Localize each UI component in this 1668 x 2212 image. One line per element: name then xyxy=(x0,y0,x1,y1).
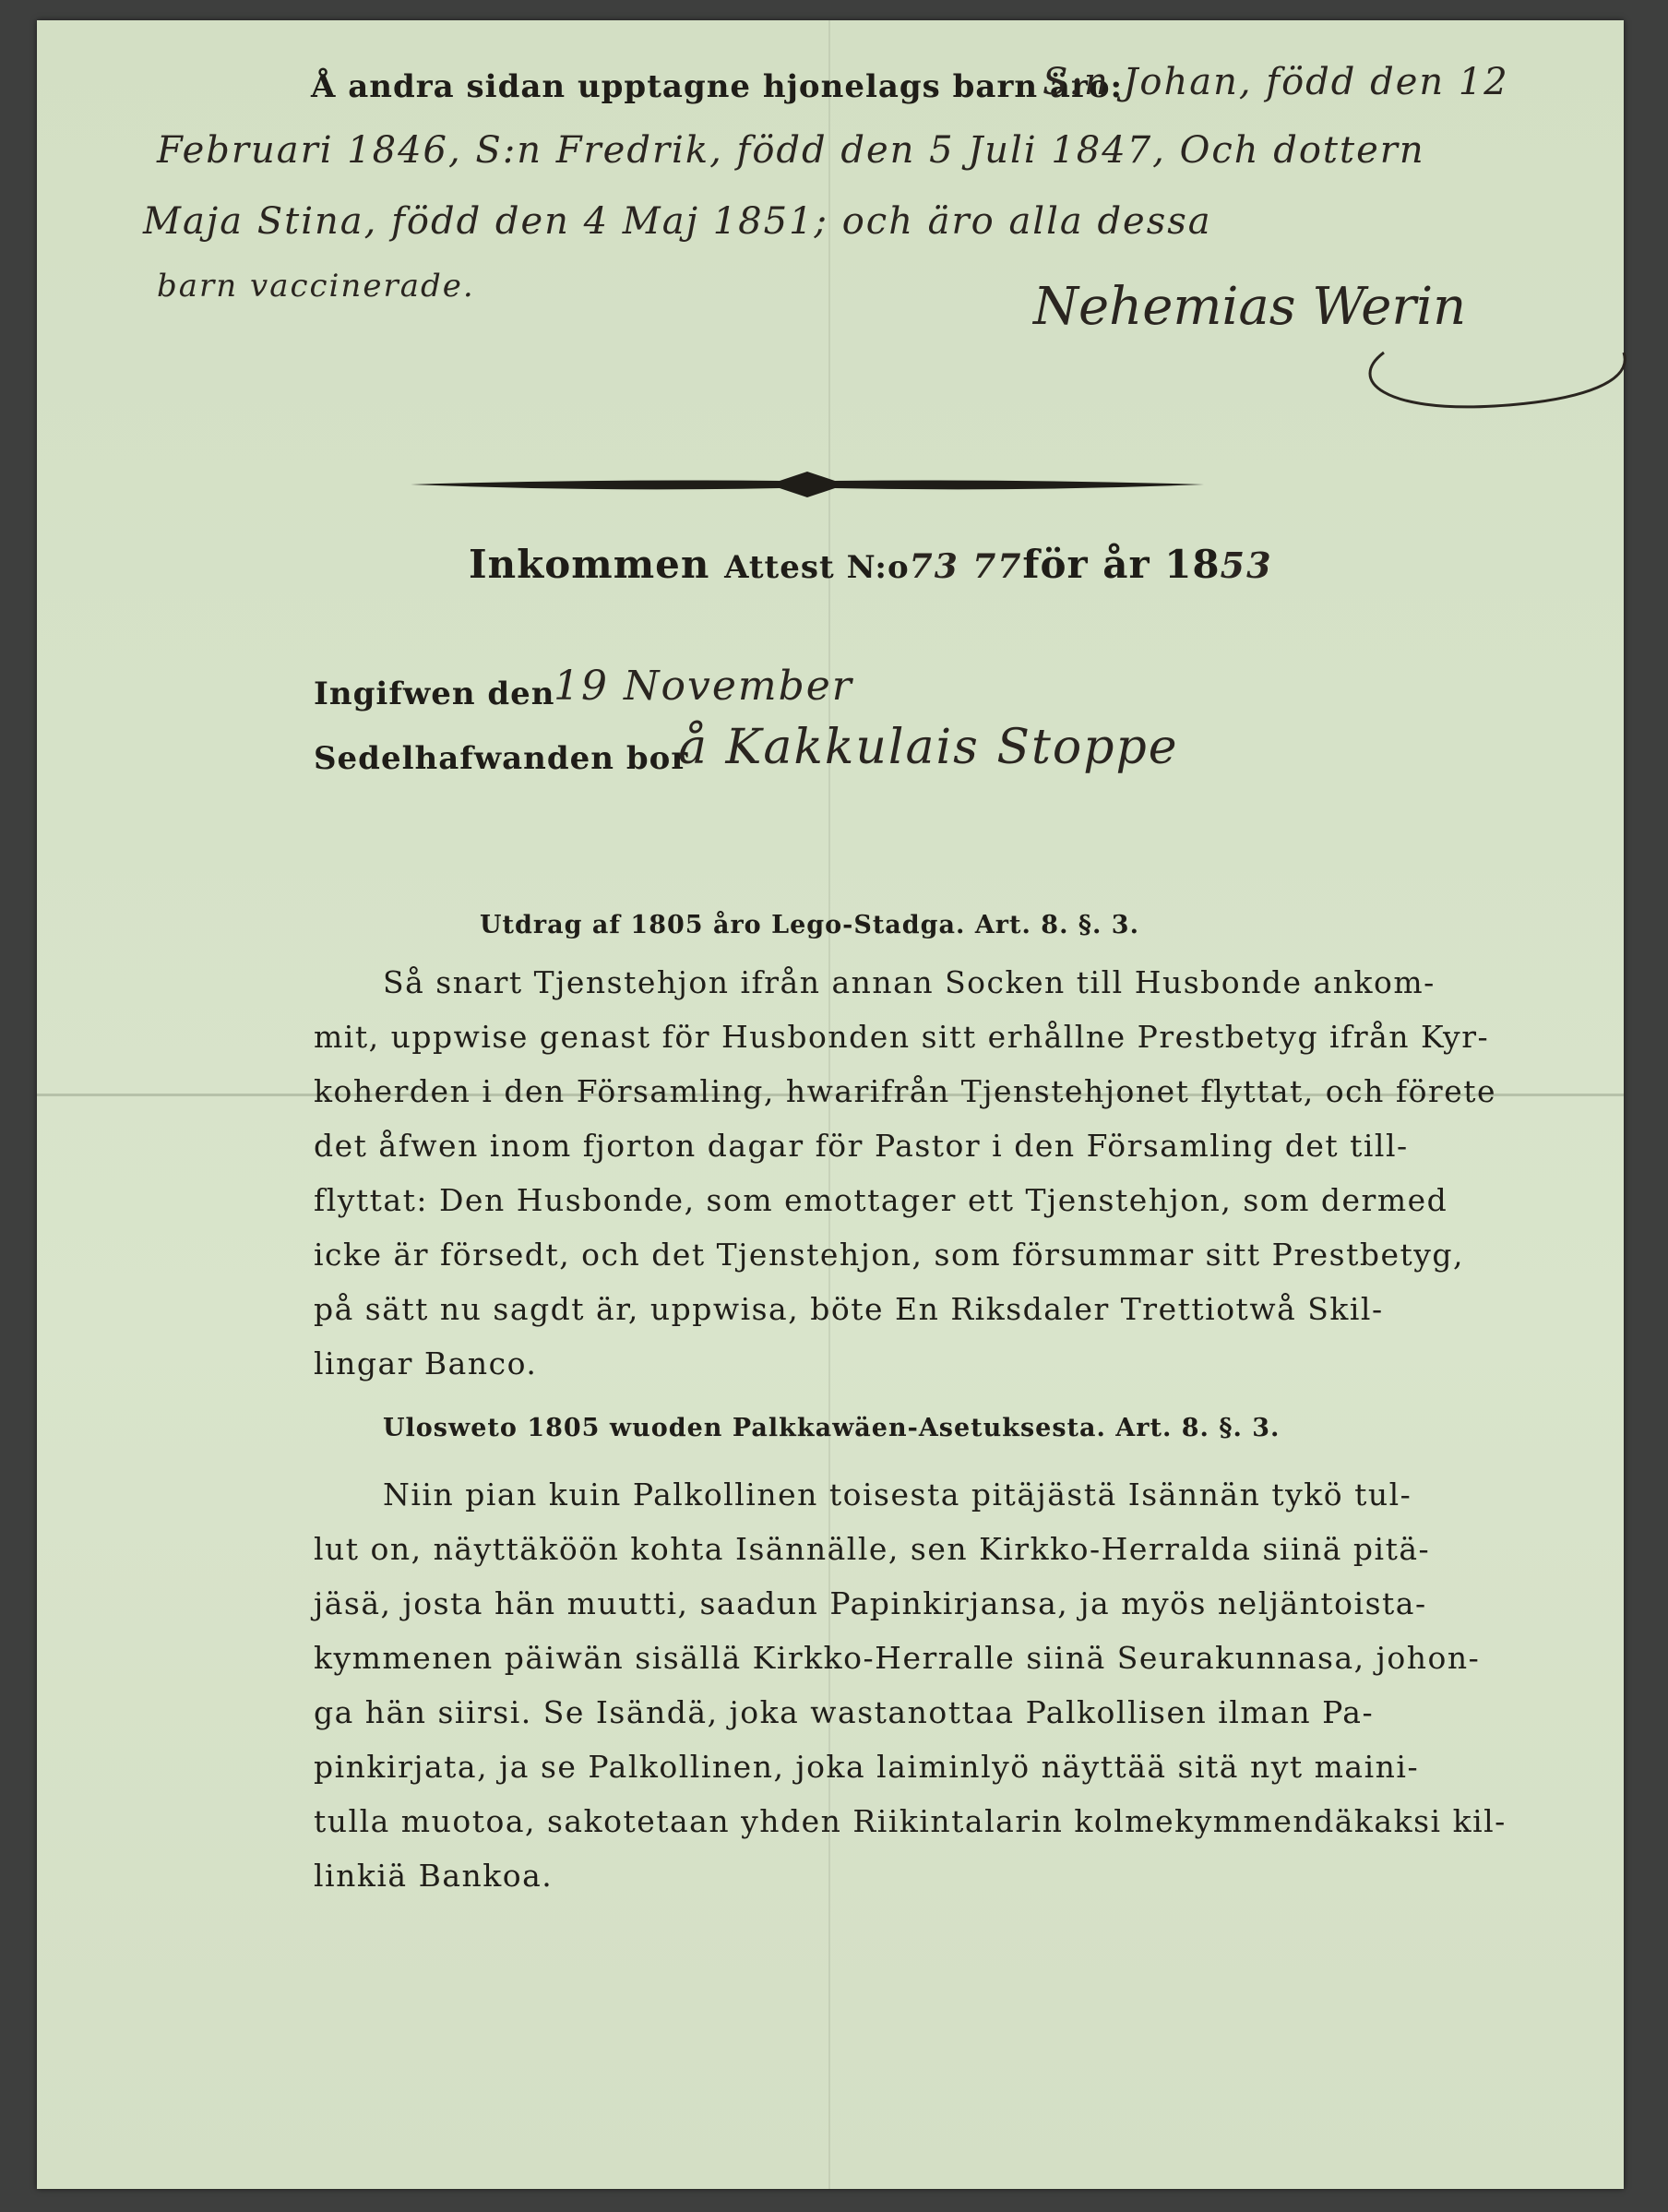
handwritten-line-1: S:n Johan, född den 12 xyxy=(1042,61,1509,103)
handwritten-line-3: Maja Stina, född den 4 Maj 1851; och äro alla dessa xyxy=(143,200,1212,243)
ingifwen-label: Ingifwen den xyxy=(314,676,555,712)
title-year-label: för år 18 xyxy=(1022,542,1221,587)
finnish-line-4: kymmenen päiwän sisällä Kirkko-Herralle siinä Seurakunnasa, johon- xyxy=(314,1640,1481,1676)
swedish-line-4: det åfwen inom fjorton dagar för Pastor i den Församling det till- xyxy=(314,1128,1409,1164)
finnish-line-5: ga hän siirsi. Se Isändä, joka wastanottaa Palkollisen ilman Pa- xyxy=(314,1694,1375,1730)
swedish-heading: Utdrag af 1805 åro Lego-Stadga. Art. 8. §. 3. xyxy=(480,911,1139,939)
finnish-line-6: pinkirjata, ja se Palkollinen, joka laiminlyö näyttää sitä nyt maini- xyxy=(314,1749,1420,1785)
finnish-line-7: tulla muotoa, sakotetaan yhden Riikintalarin kolmekymmendäkaksi kil- xyxy=(314,1803,1507,1839)
sedel-label: Sedelhafwanden bor xyxy=(314,740,689,777)
swedish-line-5: flyttat: Den Husbonde, som emottager ett Tjenstehjon, som dermed xyxy=(314,1182,1448,1218)
children-header: Å andra sidan upptagne hjonelags barn äro: xyxy=(311,68,1124,105)
swedish-line-6: icke är försedt, och det Tjenstehjon, som försummar sitt Prestbetyg, xyxy=(314,1237,1465,1273)
swedish-line-8: lingar Banco. xyxy=(314,1345,538,1381)
ingifwen-value: 19 November xyxy=(554,663,853,710)
signature-flourish xyxy=(1347,316,1661,417)
finnish-line-8: linkiä Bankoa. xyxy=(314,1858,554,1894)
attest-number: 73 77 xyxy=(909,547,1023,586)
title-attest-label: Attest N:o xyxy=(724,549,910,586)
finnish-line-3: jäsä, josta hän muutti, saadun Papinkirjansa, ja myös neljäntoista- xyxy=(314,1585,1427,1621)
swedish-line-3: koherden i den Församling, hwarifrån Tjenstehjonet flyttat, och förete xyxy=(314,1073,1497,1109)
swedish-line-2: mit, uppwise genast för Husbonden sitt erhållne Prestbetyg ifrån Kyr- xyxy=(314,1019,1490,1055)
handwritten-line-2: Februari 1846, S:n Fredrik, född den 5 Juli 1847, Och dottern xyxy=(157,129,1425,172)
document-page xyxy=(37,20,1624,2189)
finnish-line-2: lut on, näyttäköön kohta Isännälle, sen Kirkko-Herralda siinä pitä- xyxy=(314,1531,1431,1567)
attest-title xyxy=(469,542,1273,587)
finnish-heading: Ulosweto 1805 wuoden Palkkawäen-Asetuksesta. Art. 8. §. 3. xyxy=(383,1414,1281,1442)
signature: Nehemias Werin xyxy=(1033,277,1467,337)
ornamental-divider xyxy=(411,466,1204,503)
handwritten-line-4: barn vaccinerade. xyxy=(157,268,475,305)
sedel-value: å Kakkulais Stoppe xyxy=(678,720,1179,775)
title-year-suffix: 53 xyxy=(1220,544,1273,586)
finnish-line-1: Niin pian kuin Palkollinen toisesta pitäjästä Isännän tykö tul- xyxy=(383,1477,1412,1513)
title-prefix: Inkommen xyxy=(469,542,710,587)
swedish-line-7: på sätt nu sagdt är, uppwisa, böte En Riksdaler Trettiotwå Skil- xyxy=(314,1291,1384,1327)
swedish-line-1: Så snart Tjenstehjon ifrån annan Socken till Husbonde ankom- xyxy=(383,964,1436,1000)
